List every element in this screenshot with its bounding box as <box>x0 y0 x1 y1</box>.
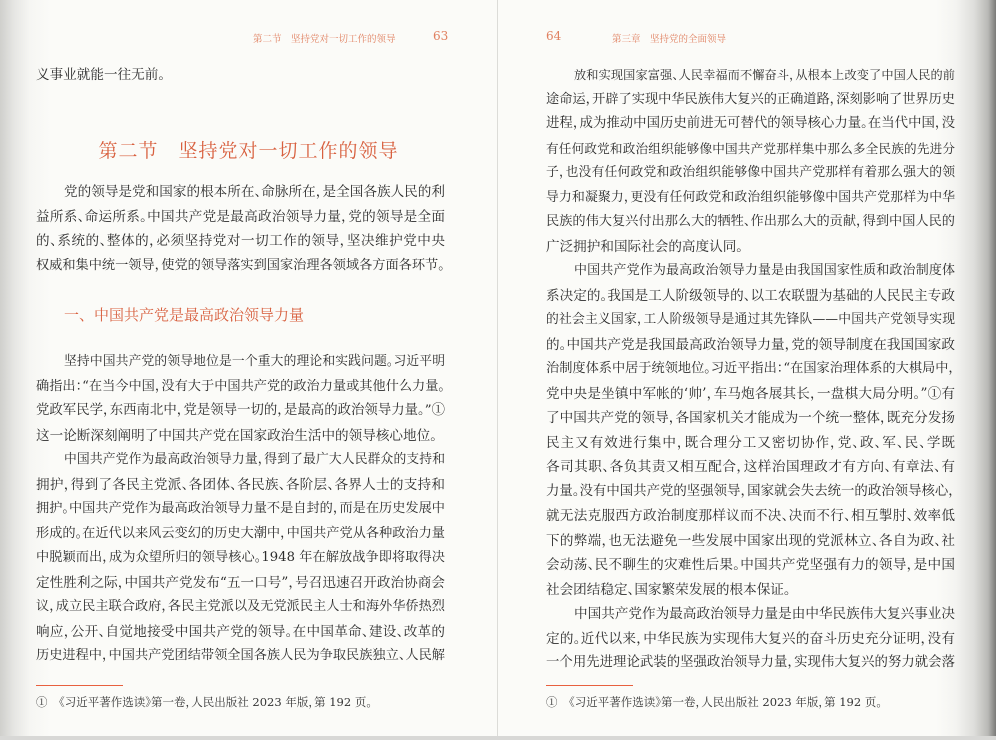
text-line: 的社会主义国家，工人阶级领导是通过其先锋队——中国共产党领导实现 <box>546 312 955 327</box>
text-line: 一个用先进理论武装的坚强政治领导力量，实现伟大复兴的努力就会落 <box>546 655 955 670</box>
text-line: 议，成立民主联合政府，各民主党派以及无党派民主人士和海外华侨热烈 <box>36 599 445 614</box>
page-number: 64 <box>546 29 562 43</box>
text-line: 的、系统的、整体的，必须坚持党对一切工作的领导，坚决维护党中央 <box>36 233 445 249</box>
page-number: 63 <box>433 29 449 43</box>
text-line: 益所系、命运所系。中国共产党是最高政治领导力量，党的领导是全面 <box>36 208 445 225</box>
text-line: 中国共产党作为最高政治领导力量，得到了最广大人民群众的支持和 <box>64 452 445 467</box>
text-line: 导力和凝聚力，更没有任何政党和政治组织能够像中国共产党那样为中华 <box>546 189 955 205</box>
text-line: 就无法克服西方政治制度那样议而不决、决而不行、相互掣肘、效率低 <box>546 508 955 524</box>
running-header: 第二节 坚持党对一切工作的领导 <box>253 34 396 45</box>
text-line: 下的弊端，也无法避免一些发展中国家出现的党派林立、各自为政、社 <box>546 532 955 549</box>
text-line: 坚持中国共产党的领导地位是一个重大的理论和实践问题。习近平明 <box>64 354 445 369</box>
text-line: 力量。没有中国共产党的坚强领导，国家就会失去统一的政治领导核心， <box>546 483 955 499</box>
text-line: 有任何政党和政治组织能够像中国共产党那样集中那么多全民族的先进分 <box>546 140 955 156</box>
text-line: 广泛拥护和国际社会的高度认同。 <box>546 238 744 255</box>
text-line: 民主又有效进行集中，既合理分工又密切协作，党、政、军、民、学既 <box>546 434 955 451</box>
text-line: 这一论断深刻阐明了中国共产党在国家政治生活中的领导核心地位。 <box>36 427 438 444</box>
text-line: 党的领导是党和国家的根本所在、命脉所在，是全国各族人民的利 <box>64 184 445 200</box>
text-line: 历史进程中，中国共产党团结带领全国各族人民为争取民族独立、人民解 <box>36 648 445 663</box>
text-line: 放和实现国家富强、人民幸福而不懈奋斗，从根本上改变了中国人民的前 <box>574 68 955 82</box>
section-title: 第二节 坚持党对一切工作的领导 <box>98 140 399 162</box>
text-line: 系决定的。我国是工人阶级领导的、以工农联盟为基础的人民民主专政 <box>546 287 955 304</box>
text-line: 的。中国共产党是我国最高政治领导力量，党的领导制度在我国国家政 <box>546 336 955 353</box>
text-line: 权威和集中统一领导，使党的领导落实到国家治理各领域各方面各环节。 <box>36 257 445 273</box>
text-line: 党中央是坐镇中军帐的‘帅’，车马炮各展其长，一盘棋大局分明。”①有 <box>546 385 955 402</box>
subheading: 一、中国共产党是最高政治领导力量 <box>64 306 305 324</box>
text-line: 治制度体系中居于统领地位。习近平指出：“在国家治理体系的大棋局中， <box>546 361 955 376</box>
text-line: 会动荡、民不聊生的灾难性后果。中国共产党坚强有力的领导，是中国 <box>546 557 955 573</box>
text-line: 了中国共产党的领导，各国家机关才能成为一个统一整体，既充分发扬 <box>546 410 955 426</box>
text-line: 响应，公开、自觉地接受中国共产党的领导。在中国革命、建设、改革的 <box>36 623 445 640</box>
text-line: 进程，成为推动中国历史前进无可替代的领导核心力量。在当代中国，没 <box>546 116 955 131</box>
text-line: 拥护。中国共产党作为最高政治领导力量不是自封的，而是在历史发展中 <box>36 501 445 516</box>
text-line: 中脱颖而出，成为众望所归的领导核心。1948 年在解放战争即将取得决 <box>36 550 445 565</box>
running-header: 第三章 坚持党的全面领导 <box>612 34 727 45</box>
footnote: ① 《习近平著作选读》第一卷，人民出版社 2023 年版，第 192 页。 <box>36 695 373 709</box>
footnote-rule <box>546 685 633 686</box>
text-line: 子，也没有任何政党和政治组织能够像中国共产党那样有着那么强大的领 <box>546 165 955 180</box>
left-page <box>0 0 497 736</box>
text-line: 定性胜利之际，中国共产党发布“五一口号”，号召迅速召开政治协商会 <box>36 574 445 591</box>
text-line: 拥护，得到了各民主党派、各团体、各民族、各阶层、各界人士的支持和 <box>36 476 445 493</box>
text-line: 民族的伟大复兴付出那么大的牺牲、作出那么大的贡献，得到中国人民的 <box>546 214 955 229</box>
text-line: 各司其职、各负其责又相互配合，这样治国理政才有方向、有章法、有 <box>546 459 955 475</box>
text-line: 定的。近代以来，中华民族为实现伟大复兴的奋斗历史充分证明，没有 <box>546 630 955 647</box>
text-line: 中国共产党作为最高政治领导力量是由中华民族伟大复兴事业决 <box>574 606 955 622</box>
text-line: 途命运，开辟了实现中华民族伟大复兴的正确道路，深刻影响了世界历史 <box>546 91 955 107</box>
footnote: ① 《习近平著作选读》第一卷，人民出版社 2023 年版，第 192 页。 <box>546 695 883 709</box>
text-line: 义事业就能一往无前。 <box>36 67 166 83</box>
text-line: 确指出：“在当今中国，没有大于中国共产党的政治力量或其他什么力量。 <box>36 378 445 394</box>
text-line: 形成的。在近代以来风云变幻的历史大潮中，中国共产党从各种政治力量 <box>36 525 445 541</box>
text-line: 中国共产党作为最高政治领导力量是由我国国家性质和政治制度体 <box>574 263 955 278</box>
text-line: 党政军民学，东西南北中，党是领导一切的，是最高的政治领导力量。”① <box>36 403 445 418</box>
text-line: 社会团结稳定、国家繁荣发展的根本保证。 <box>546 581 791 598</box>
right-page <box>498 0 996 736</box>
footnote-rule <box>36 685 123 686</box>
